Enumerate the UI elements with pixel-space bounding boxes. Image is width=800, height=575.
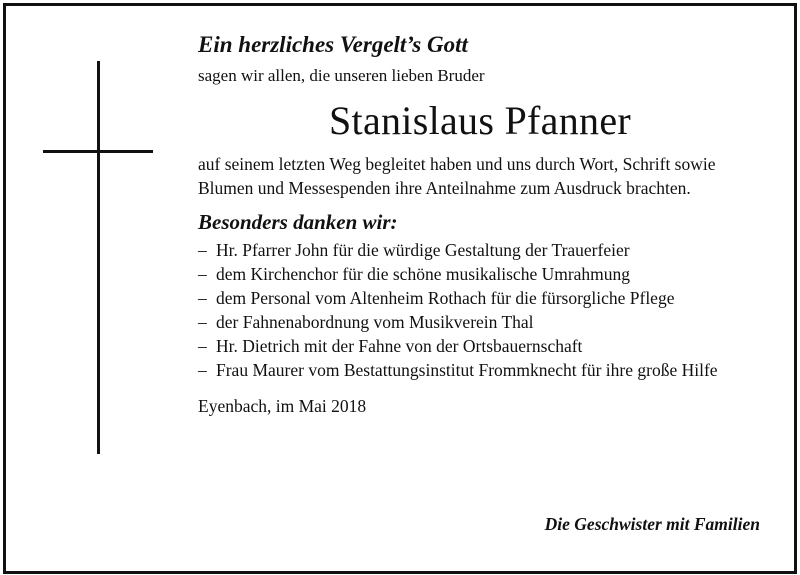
signature: Die Geschwister mit Familien	[544, 514, 760, 534]
thanks-item	[198, 334, 768, 358]
cross-vertical-bar	[97, 61, 100, 454]
notice-heading: Ein herzliches Vergelt’s Gott	[198, 32, 468, 57]
thanks-item	[198, 358, 768, 382]
thanks-item-text: der Fahnenabordnung vom Musikverein Thal	[216, 312, 534, 332]
dash-icon: –	[198, 240, 207, 260]
dash-icon: –	[198, 360, 207, 380]
dash-icon: –	[198, 312, 207, 332]
dash-icon: –	[198, 288, 207, 308]
thanks-body-text: auf seinem letzten Weg begleitet haben und uns durch Wort, Schrift sowie Blumen und Messespenden ihre Anteilnahme zum Ausdruck brachten.	[198, 154, 716, 198]
special-thanks-list	[198, 238, 768, 382]
dash-icon: –	[198, 336, 207, 356]
thanks-item	[198, 262, 768, 286]
thanks-item-text: dem Personal vom Altenheim Rothach für die fürsorgliche Pflege	[216, 288, 675, 308]
thanks-item-text: dem Kirchenchor für die schöne musikalische Umrahmung	[216, 264, 631, 284]
thanks-item-text: Hr. Dietrich mit der Fahne von der Ortsbauernschaft	[216, 336, 583, 356]
thanks-item-text: Frau Maurer vom Bestattungsinstitut Frommknecht für ihre große Hilfe	[216, 360, 718, 380]
thanks-item	[198, 310, 768, 334]
deceased-name: Stanislaus Pfanner	[328, 98, 632, 143]
cross-horizontal-bar	[43, 150, 153, 153]
dash-icon: –	[198, 264, 207, 284]
thanks-item	[198, 238, 768, 262]
thanks-item-text: Hr. Pfarrer John für die würdige Gestaltung der Trauerfeier	[216, 240, 630, 260]
notice-content	[198, 30, 768, 418]
place-and-date: Eyenbach, im Mai 2018	[198, 396, 367, 416]
special-thanks-heading: Besonders danken wir:	[198, 210, 398, 234]
intro-text: sagen wir allen, die unseren lieben Bruder	[198, 66, 485, 85]
thanks-item	[198, 286, 768, 310]
